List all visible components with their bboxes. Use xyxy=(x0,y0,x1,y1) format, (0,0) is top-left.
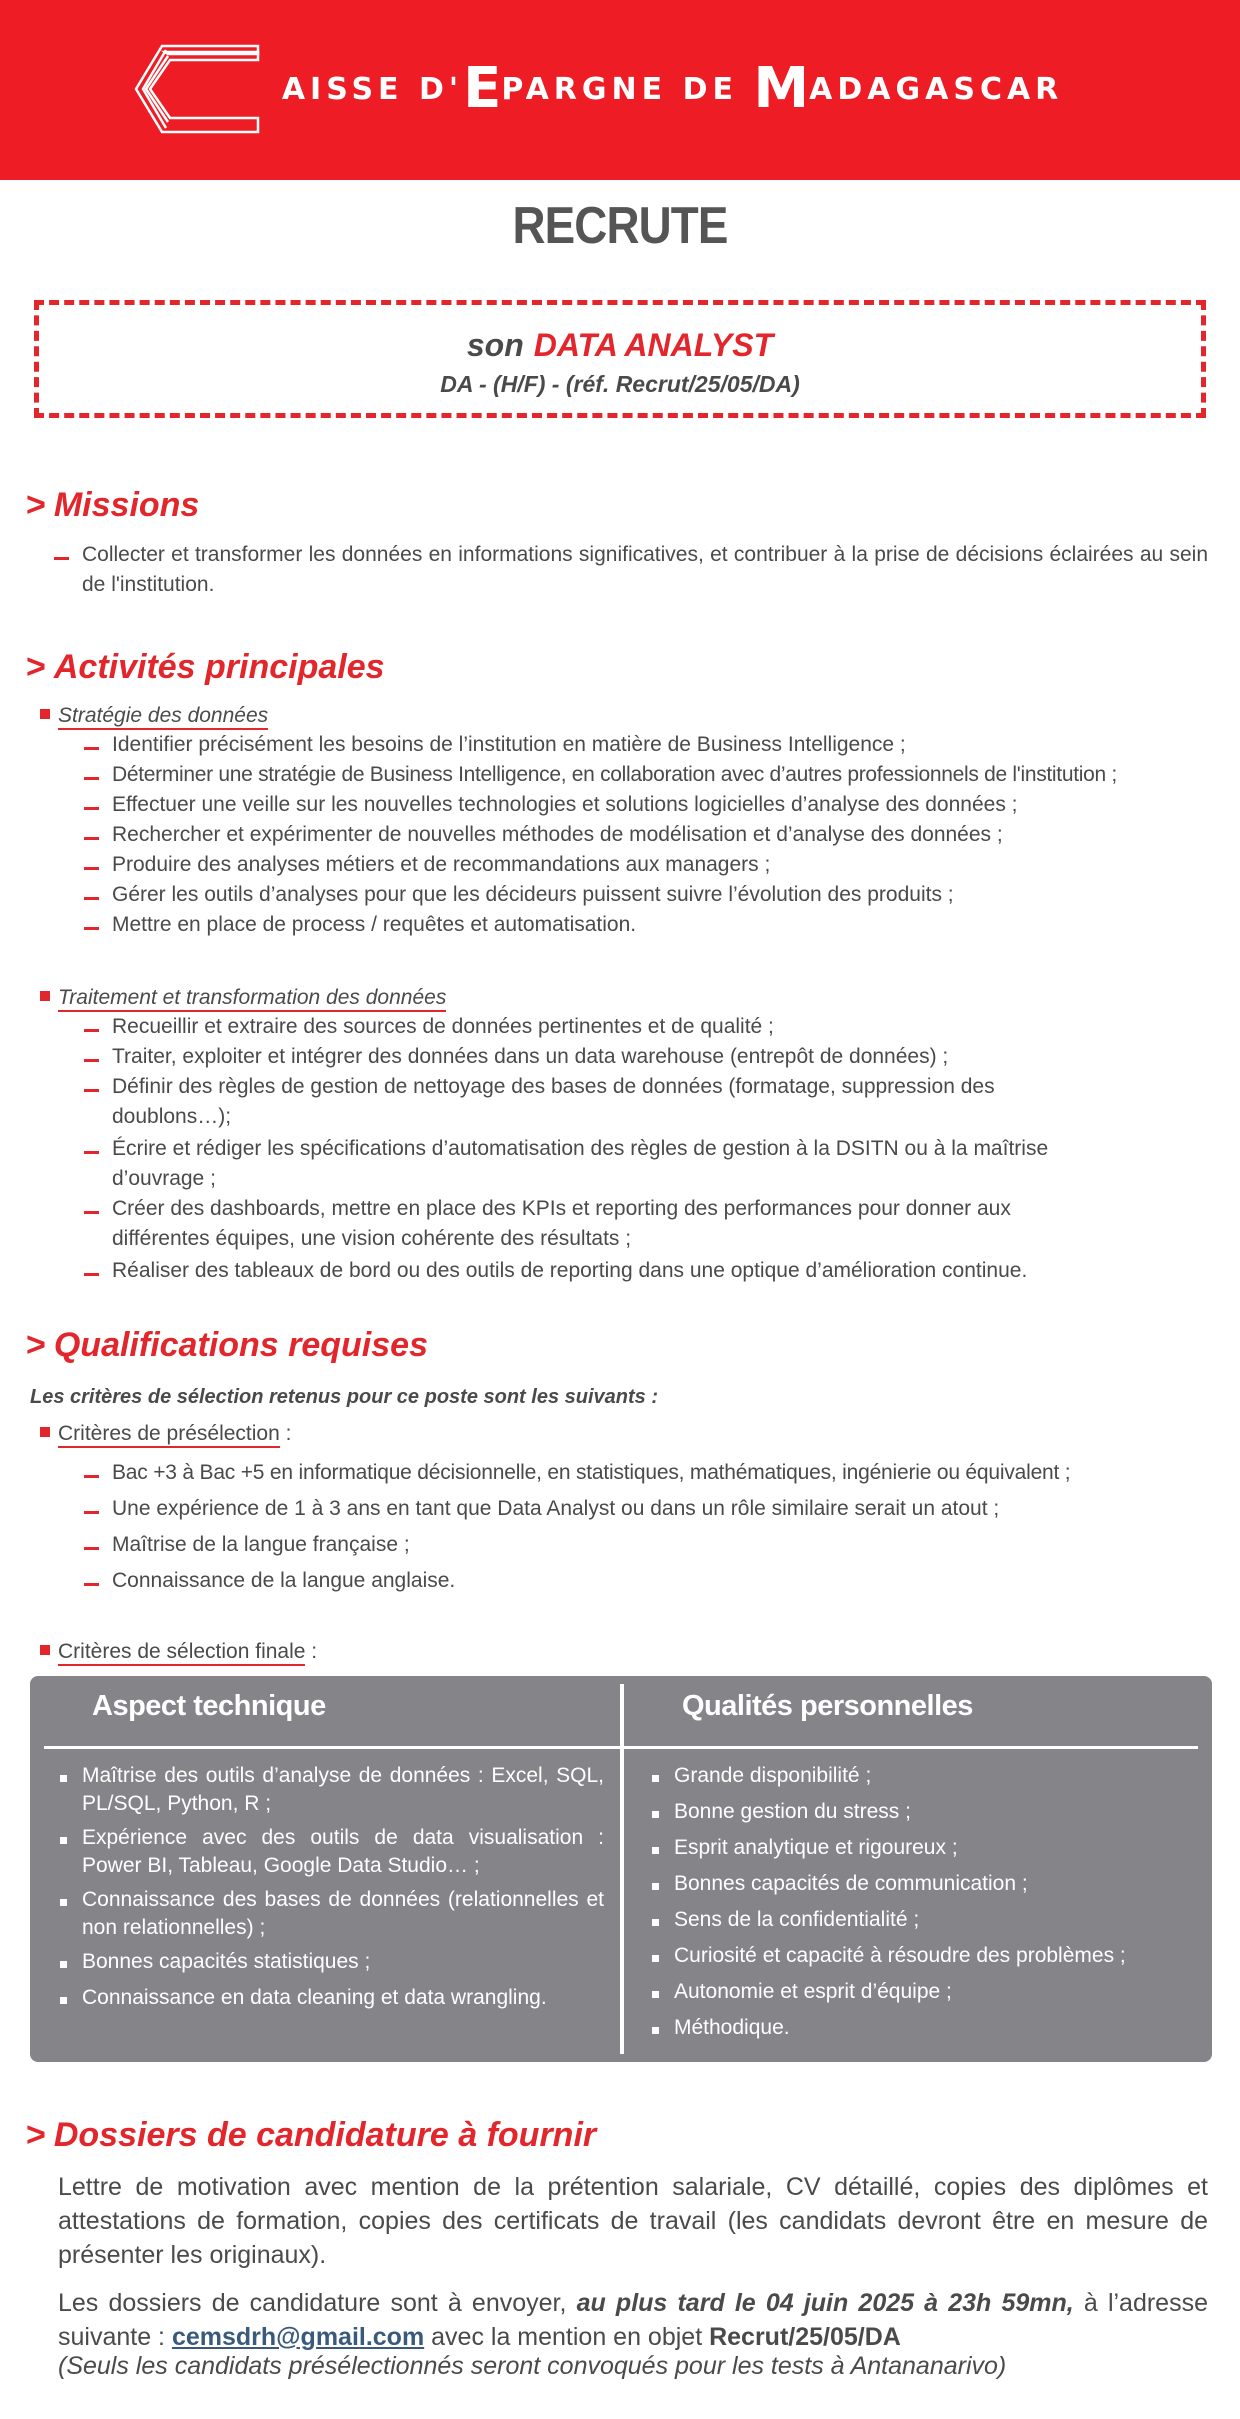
traitement-heading: Traitement et transformation des données xyxy=(40,986,446,1010)
qualite-item: Sens de la confidentialité ; xyxy=(674,1906,919,1934)
technique-item: Connaissance des bases de données (relationnelles et non relationnelles) ; xyxy=(82,1886,604,1942)
list-item: Bac +3 à Bac +5 en informatique décisionnelle, en statistiques, mathématiques, ingénierie ou équivalent ; xyxy=(112,1458,1070,1488)
job-title-line xyxy=(39,327,1201,364)
criteria-table xyxy=(30,1676,1212,2062)
missions-title: > Missions xyxy=(26,486,200,524)
square-bullet-icon xyxy=(40,709,50,719)
job-reference: DA - (H/F) - (réf. Recrut/25/05/DA) xyxy=(440,371,800,397)
qualifications-title: > Qualifications requises xyxy=(26,1326,428,1364)
list-item: Maîtrise de la langue française ; xyxy=(112,1530,410,1560)
chevron-right-icon: > xyxy=(26,486,46,524)
finale-heading: Critères de sélection finale : xyxy=(40,1640,317,1664)
list-item: Recueillir et extraire des sources de données pertinentes et de qualité ; xyxy=(112,1012,1112,1042)
technique-item: Connaissance en data cleaning et data wrangling. xyxy=(82,1984,604,2012)
criteria-intro: Les critères de sélection retenus pour ce poste sont les suivants : xyxy=(30,1386,658,1408)
qualite-item: Bonnes capacités de communication ; xyxy=(674,1870,1028,1898)
list-item: Réaliser des tableaux de bord ou des outils de reporting dans une optique d’amélioration continue. xyxy=(112,1256,1212,1286)
chevron-right-icon: > xyxy=(26,648,46,686)
chevron-right-icon: > xyxy=(26,2116,46,2154)
technique-item: Expérience avec des outils de data visualisation : Power BI, Tableau, Google Data Studio… ; xyxy=(82,1824,604,1880)
qualite-item: Autonomie et esprit d’équipe ; xyxy=(674,1978,952,2006)
list-item: Une expérience de 1 à 3 ans en tant que Data Analyst ou dans un rôle similaire serait un atout ; xyxy=(112,1494,999,1524)
recrute-heading: RECRUTE xyxy=(512,197,728,255)
list-item: Mettre en place de process / requêtes et automatisation. xyxy=(112,910,636,940)
dossier-note: (Seuls les candidats présélectionnés seront convoqués pour les tests à Antananarivo) xyxy=(58,2352,1007,2380)
qualite-item: Grande disponibilité ; xyxy=(674,1762,871,1790)
logo-wordmark xyxy=(0,56,1240,121)
list-item: Gérer les outils d’analyses pour que les décideurs puissent suivre l’évolution des produits ; xyxy=(112,880,954,910)
list-item: Traiter, exploiter et intégrer des données dans un data warehouse (entrepôt de données) ; xyxy=(112,1042,1112,1072)
list-item: Déterminer une stratégie de Business Intelligence, en collaboration avec d’autres professionnels de l'institution ; xyxy=(112,760,1117,790)
activites-title: > Activités principales xyxy=(26,648,385,686)
qualite-item: Méthodique. xyxy=(674,2014,790,2042)
strategie-heading: Stratégie des données xyxy=(40,704,268,728)
chevron-right-icon: > xyxy=(26,1326,46,1364)
table-column-divider xyxy=(620,1684,624,2054)
job-prefix: son xyxy=(466,327,524,363)
square-bullet-icon xyxy=(40,1645,50,1655)
list-item: Identifier précisément les besoins de l’institution en matière de Business Intelligence ; xyxy=(112,730,906,760)
deadline: au plus tard le 04 juin 2025 à 23h 59mn, xyxy=(576,2289,1074,2317)
list-item: Écrire et rédiger les spécifications d’automatisation des règles de gestion à la DSITN ou à la maîtrise d’ouvrage ; xyxy=(112,1134,1112,1194)
logo-word-caisse: AISSE D' xyxy=(281,72,464,107)
list-item: Effectuer une veille sur les nouvelles technologies et solutions logicielles d’analyse des données ; xyxy=(112,790,1018,820)
col-head-personnelles: Qualités personnelles xyxy=(682,1690,973,1722)
dossier-submission: Les dossiers de candidature sont à envoyer, au plus tard le 04 juin 2025 à 23h 59mn, à l’adresse suivante : cemsdrh@gmail.com avec la mention en objet Recrut/25/05/DA xyxy=(58,2289,1208,2351)
list-item: Produire des analyses métiers et de recommandations aux managers ; xyxy=(112,850,770,880)
square-bullet-icon xyxy=(40,1427,50,1437)
qualite-item: Bonne gestion du stress ; xyxy=(674,1798,911,1826)
preselection-heading: Critères de présélection : xyxy=(40,1422,291,1446)
col-head-technique: Aspect technique xyxy=(92,1690,326,1722)
header-banner xyxy=(0,0,1240,180)
qualite-item: Curiosité et capacité à résoudre des problèmes ; xyxy=(674,1942,1126,1970)
technique-item: Bonnes capacités statistiques ; xyxy=(82,1948,604,1976)
list-item: Connaissance de la langue anglaise. xyxy=(112,1566,455,1596)
mission-item: Collecter et transformer les données en informations significatives, et contribuer à la prise de décisions éclairées au sein de l'institution. xyxy=(82,540,1208,600)
reference-code: Recrut/25/05/DA xyxy=(709,2323,901,2351)
list-item: Rechercher et expérimenter de nouvelles méthodes de modélisation et d’analyse des données ; xyxy=(112,820,1003,850)
qualite-item: Esprit analytique et rigoureux ; xyxy=(674,1834,958,1862)
square-bullet-icon xyxy=(40,991,50,1001)
logo-word-madagascar: MADAGASCAR xyxy=(753,56,1064,121)
logo-word-epargne: EPARGNE DE xyxy=(463,56,754,121)
dossier-requirements: Lettre de motivation avec mention de la prétention salariale, CV détaillé, copies des diplômes et attestations de formation, copies des certificats de travail (les candidats devront être en mesure de présenter les originaux). xyxy=(58,2173,1208,2269)
email-link[interactable]: cemsdrh@gmail.com xyxy=(171,2323,425,2351)
list-item: Définir des règles de gestion de nettoyage des bases de données (formatage, suppression des doublons…); xyxy=(112,1072,1112,1132)
job-title-box xyxy=(34,300,1206,418)
job-title: DATA ANALYST xyxy=(533,327,774,363)
list-item: Créer des dashboards, mettre en place des KPIs et reporting des performances pour donner aux différentes équipes, une vision cohérente des résultats ; xyxy=(112,1194,1112,1254)
technique-item: Maîtrise des outils d’analyse de données : Excel, SQL, PL/SQL, Python, R ; xyxy=(82,1762,604,1818)
dossiers-title: > Dossiers de candidature à fournir xyxy=(26,2116,597,2154)
